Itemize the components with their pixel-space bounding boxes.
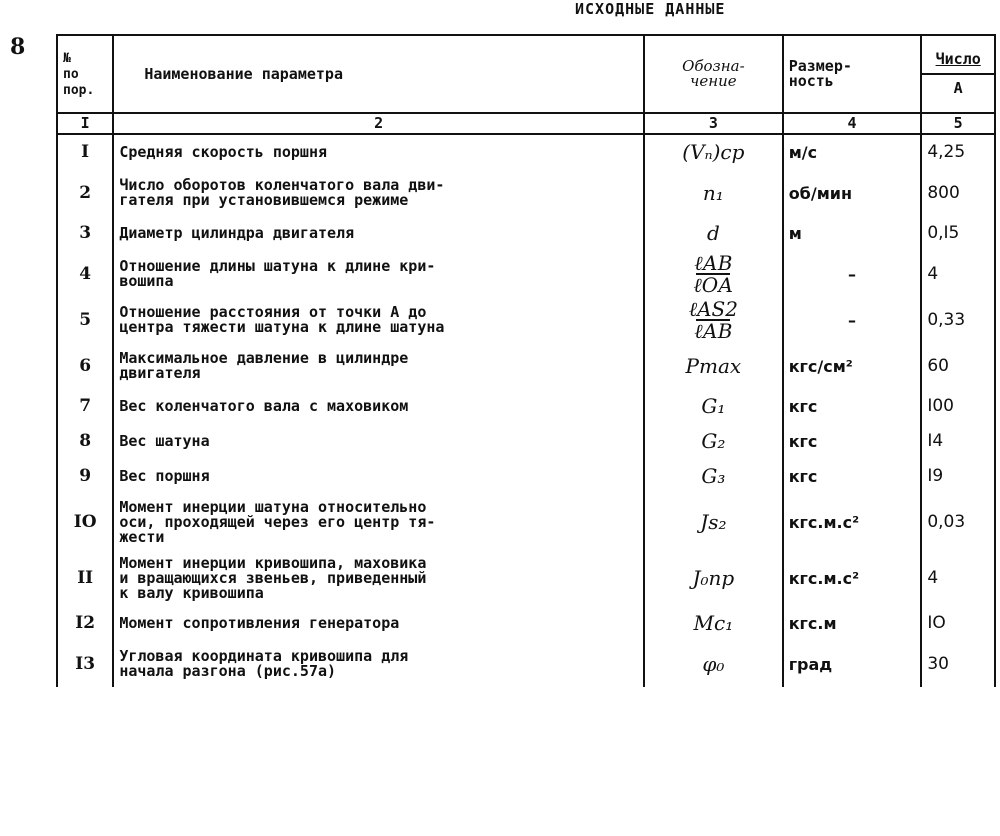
parameter-value: 0,I5	[921, 216, 995, 251]
parameter-dimension: кгс.м	[783, 606, 922, 641]
table-row	[57, 641, 995, 687]
header-name: Наименование параметра	[113, 35, 644, 113]
parameter-dimension: кгс	[783, 424, 922, 459]
symbol-denominator: ℓАВ	[694, 319, 733, 343]
col-number: I	[57, 113, 113, 134]
row-number: 4	[57, 251, 113, 297]
parameter-dimension: кгс	[783, 389, 922, 424]
table-row	[57, 389, 995, 424]
col-number: 2	[113, 113, 644, 134]
table-row	[57, 170, 995, 216]
parameter-name: Максимальное давление в цилиндре двигателя	[113, 343, 644, 389]
parameter-name: Угловая координата кривошипа для начала разгона (рис.57а)	[113, 641, 644, 687]
col-number: 4	[783, 113, 922, 134]
parameter-dimension: м	[783, 216, 922, 251]
parameter-dimension: –	[783, 297, 922, 343]
parameter-symbol: G₁	[644, 389, 783, 424]
parameter-symbol: Js₂	[644, 494, 783, 550]
parameter-dimension: м/с	[783, 134, 922, 170]
parameter-name: Момент инерции кривошипа, маховика и вращающихся звеньев, приведенный к валу кривошипа	[113, 550, 644, 606]
row-number: II	[57, 550, 113, 606]
parameter-value: IO	[921, 606, 995, 641]
symbol-denominator: ℓОА	[693, 273, 734, 297]
header-value: Число А	[921, 35, 995, 113]
parameter-name: Момент инерции шатуна относительно оси, проходящей через его центр тя- жести	[113, 494, 644, 550]
parameter-name: Вес поршня	[113, 459, 644, 494]
parameter-symbol: (Vₙ)ср	[644, 134, 783, 170]
parameter-value: I4	[921, 424, 995, 459]
parameter-name: Отношение расстояния от точки A до центра тяжести шатуна к длине шатуна	[113, 297, 644, 343]
row-number: 3	[57, 216, 113, 251]
header-dimension: Размер- ность	[783, 35, 922, 113]
row-number: 7	[57, 389, 113, 424]
parameter-dimension: об/мин	[783, 170, 922, 216]
symbol-numerator: ℓAS2	[688, 297, 738, 321]
parameter-value: 4	[921, 251, 995, 297]
col-number: 3	[644, 113, 783, 134]
parameter-value: I00	[921, 389, 995, 424]
parameter-dimension: кгс.м.с²	[783, 550, 922, 606]
parameter-symbol: d	[644, 216, 783, 251]
parameter-name: Отношение длины шатуна к длине кри- вошипа	[113, 251, 644, 297]
row-number: 9	[57, 459, 113, 494]
parameter-symbol	[644, 251, 783, 297]
col-number: 5	[921, 113, 995, 134]
parameter-name: Диаметр цилиндра двигателя	[113, 216, 644, 251]
parameter-dimension: кгс/см²	[783, 343, 922, 389]
table-row	[57, 494, 995, 550]
parameter-value: 60	[921, 343, 995, 389]
table-row	[57, 550, 995, 606]
column-number-row	[57, 113, 995, 134]
document-title: ИСХОДНЫЕ ДАННЫЕ	[575, 0, 726, 18]
parameter-name: Число оборотов коленчатого вала дви- гателя при установившемся режиме	[113, 170, 644, 216]
table-row	[57, 251, 995, 297]
row-number: 8	[57, 424, 113, 459]
parameter-name: Средняя скорость поршня	[113, 134, 644, 170]
parameter-value: 4	[921, 550, 995, 606]
table-row	[57, 424, 995, 459]
parameter-symbol: G₃	[644, 459, 783, 494]
parameter-value: 800	[921, 170, 995, 216]
parameter-name: Момент сопротивления генератора	[113, 606, 644, 641]
parameter-value: 4,25	[921, 134, 995, 170]
table-row	[57, 297, 995, 343]
symbol-numerator: ℓАВ	[694, 251, 733, 275]
parameters-table	[56, 34, 996, 687]
parameter-dimension: кгс.м.с²	[783, 494, 922, 550]
table-row	[57, 343, 995, 389]
parameter-value: 0,33	[921, 297, 995, 343]
table-header-row	[57, 35, 995, 113]
parameter-symbol: φ₀	[644, 641, 783, 687]
parameter-name: Вес коленчатого вала с маховиком	[113, 389, 644, 424]
parameter-symbol: G₂	[644, 424, 783, 459]
table-row	[57, 216, 995, 251]
parameter-symbol: Mс₁	[644, 606, 783, 641]
table-row	[57, 134, 995, 170]
parameter-symbol: J₀пр	[644, 550, 783, 606]
row-number: I3	[57, 641, 113, 687]
parameter-value: 30	[921, 641, 995, 687]
parameter-symbol: Pmax	[644, 343, 783, 389]
table-row	[57, 606, 995, 641]
parameter-value: I9	[921, 459, 995, 494]
parameter-name: Вес шатуна	[113, 424, 644, 459]
row-number: I	[57, 134, 113, 170]
parameter-dimension: град	[783, 641, 922, 687]
row-number: I2	[57, 606, 113, 641]
row-number: IO	[57, 494, 113, 550]
row-number: 2	[57, 170, 113, 216]
page-mark: 8	[10, 34, 26, 60]
table-row	[57, 459, 995, 494]
header-symbol: Обозна- чение	[644, 35, 783, 113]
row-number: 6	[57, 343, 113, 389]
row-number: 5	[57, 297, 113, 343]
parameter-symbol	[644, 297, 783, 343]
table-body	[57, 134, 995, 687]
header-num: № по пор.	[57, 35, 113, 113]
parameter-dimension: кгс	[783, 459, 922, 494]
parameter-symbol: n₁	[644, 170, 783, 216]
parameter-value: 0,03	[921, 494, 995, 550]
parameter-dimension: –	[783, 251, 922, 297]
